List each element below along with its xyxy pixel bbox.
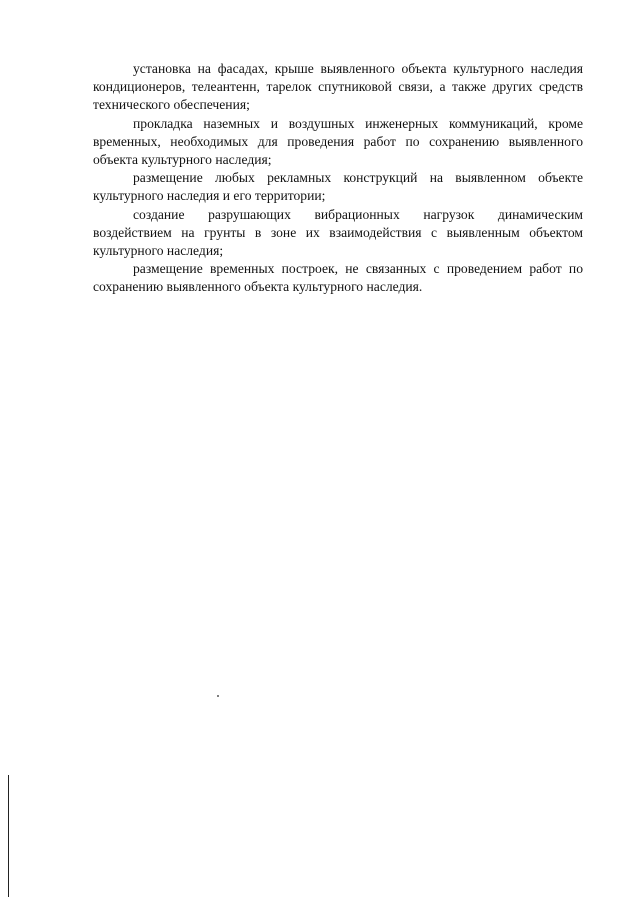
paragraph: размещение любых рекламных конструкций на выявленном объекте культурного наследия и его территории;: [93, 170, 583, 204]
scan-speck: [217, 695, 219, 697]
text-body: [93, 60, 583, 297]
paragraph: размещение временных построек, не связанных с проведением работ по сохранению выявленного объекта культурного наследия.: [93, 261, 583, 295]
paragraph: прокладка наземных и воздушных инженерных коммуникаций, кроме временных, необходимых для проведения работ по сохранению выявленного объекта культурного наследия;: [93, 115, 583, 168]
paragraph: установка на фасадах, крыше выявленного объекта культурного наследия кондиционеров, телеантенн, тарелок спутниковой связи, а также других средств технического обеспечения;: [93, 61, 583, 113]
scan-edge-line: [8, 775, 9, 897]
paragraph: создание разрушающих вибрационных нагрузок динамическим воздействием на грунты в зоне их взаимодействия с выявленным объектом культурного наследия;: [93, 206, 583, 259]
